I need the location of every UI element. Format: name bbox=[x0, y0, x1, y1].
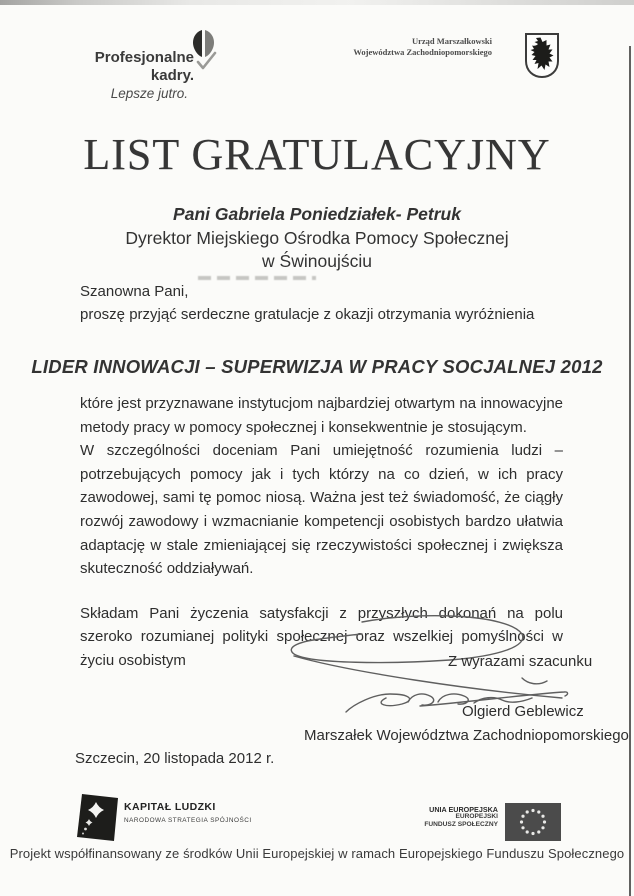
paragraph-3: Składam Pani życzenia satysfakcji z przyszłych dokonań na polu szeroko rozumianej polityki społecznej oraz wszelkiej pomyślności w życiu osobistym bbox=[80, 604, 563, 669]
paragraph-1: które jest przyznawane instytucjom najbardziej otwartym na innowacyjne metody pracy w pomocy społecznej i konsekwentnie je stosującym. bbox=[80, 395, 563, 436]
eu-funds-line2: EUROPEJSKI bbox=[455, 813, 498, 821]
brand-left bbox=[60, 49, 194, 102]
recipient-name: Pani Gabriela Poniedziałek- Petruk bbox=[173, 204, 461, 224]
kapital-ludzki-name: KAPITAŁ LUDZKI bbox=[124, 801, 216, 813]
recipient-block bbox=[0, 203, 634, 274]
closing-phrase: Z wyrazami szacunku bbox=[448, 653, 593, 670]
signer-name: Olgierd Geblewicz bbox=[462, 703, 584, 720]
letter-title: LIST GRATULACYJNY bbox=[83, 130, 551, 179]
erased-text-smudge bbox=[198, 276, 316, 280]
dateline: Szczecin, 20 listopada 2012 r. bbox=[75, 750, 275, 767]
eu-flag-icon bbox=[505, 803, 561, 846]
recipient-role: Dyrektor Miejskiego Ośrodka Pomocy Społecznej bbox=[125, 227, 509, 248]
cofinancing-note: Projekt współfinansowany ze środków Unii Europejskiej w ramach Europejskiego Funduszu Społecznego bbox=[9, 846, 625, 861]
brand-left-title: Profesjonalne kadry. bbox=[94, 49, 194, 84]
signer-title: Marszałek Województwa Zachodniopomorskiego bbox=[304, 727, 629, 744]
kapital-ludzki-subtitle: NARODOWA STRATEGIA SPÓJNOŚCI bbox=[124, 816, 252, 824]
profesjonalne-kadry-logo-icon bbox=[190, 29, 218, 78]
eu-funds-text bbox=[420, 806, 498, 828]
scan-top-edge-artifact bbox=[0, 0, 634, 5]
intro-line: proszę przyjąć serdeczne gratulacje z okazji otrzymania wyróżnienia bbox=[80, 306, 535, 323]
kapital-ludzki-flag-icon bbox=[77, 794, 119, 847]
griffin-coat-of-arms-icon bbox=[524, 32, 560, 84]
org-name-line1: Urząd Marszałkowski bbox=[411, 36, 492, 46]
recipient-city: w Świnoujściu bbox=[262, 251, 372, 271]
kapital-ludzki-text bbox=[124, 802, 252, 824]
paragraph-2: W szczególności doceniam Pani umiejętność rozumienia ludzi – potrzebujących pomocy jak i tych którzy na co dzień, w ich pracy zawodowej, sami tę pomoc niosą. Ważna jest też świadomość, że ciągły rozwój zawodowy i wzmacnianie kompetencji osobistych bardzo ułatwia adaptację w stale zmieniającej się rzeczywistości społecznej i zwiększa skuteczność oddziaływań. bbox=[80, 442, 563, 578]
eu-funds-line3: FUNDUSZ SPOŁECZNY bbox=[424, 820, 498, 828]
eu-funds-line1: UNIA EUROPEJSKA bbox=[429, 805, 498, 814]
salutation: Szanowna Pani, bbox=[80, 283, 189, 300]
brand-left-tagline: Lepsze jutro. bbox=[110, 86, 188, 101]
org-name-line2: Województwa Zachodniopomorskiego bbox=[353, 47, 492, 58]
award-title: LIDER INNOWACJI – SUPERWIZJA W PRACY SOCJALNEJ 2012 bbox=[31, 356, 603, 377]
org-letterhead bbox=[352, 36, 492, 58]
